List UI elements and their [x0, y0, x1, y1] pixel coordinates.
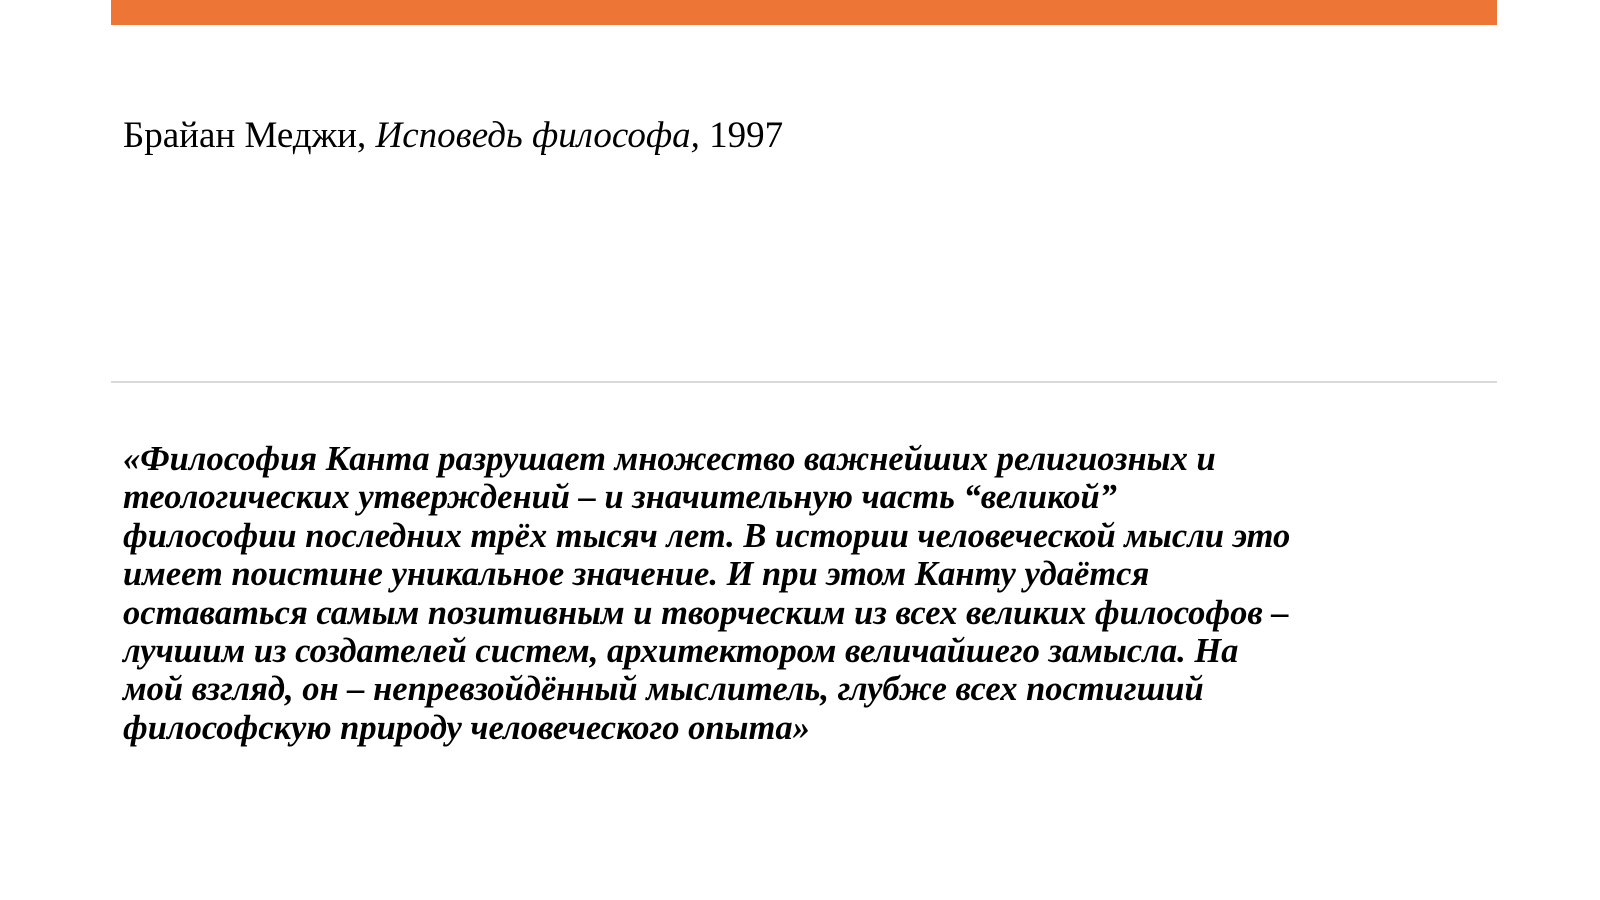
quote-line: «Философия Канта разрушает множество важнейших религиозных и	[123, 440, 1216, 478]
quote-line: мой взгляд, он – непревзойдённый мыслитель, глубже всех постигший	[123, 670, 1204, 709]
quote-block	[123, 440, 1503, 747]
citation-work-title: Исповедь философа,	[375, 115, 700, 156]
quote-line: философии последних трёх тысяч лет. В истории человеческой мысли это	[123, 516, 1291, 555]
divider	[111, 381, 1497, 383]
citation-year: 1997	[699, 115, 784, 156]
citation	[123, 112, 783, 160]
accent-bar	[111, 0, 1497, 25]
quote-line: оставаться самым позитивным и творческим из всех великих философов –	[123, 593, 1289, 632]
quote-line: лучшим из создателей систем, архитектором величайшего замысла. На	[123, 632, 1239, 671]
quote-line: философскую природу человеческого опыта»	[123, 708, 810, 747]
quote-line: имеет поистине уникальное значение. И при этом Канту удаётся	[123, 555, 1150, 594]
citation-author: Брайан Меджи,	[123, 115, 376, 156]
quote-line: теологических утверждений – и значительную часть “великой”	[123, 478, 1117, 517]
